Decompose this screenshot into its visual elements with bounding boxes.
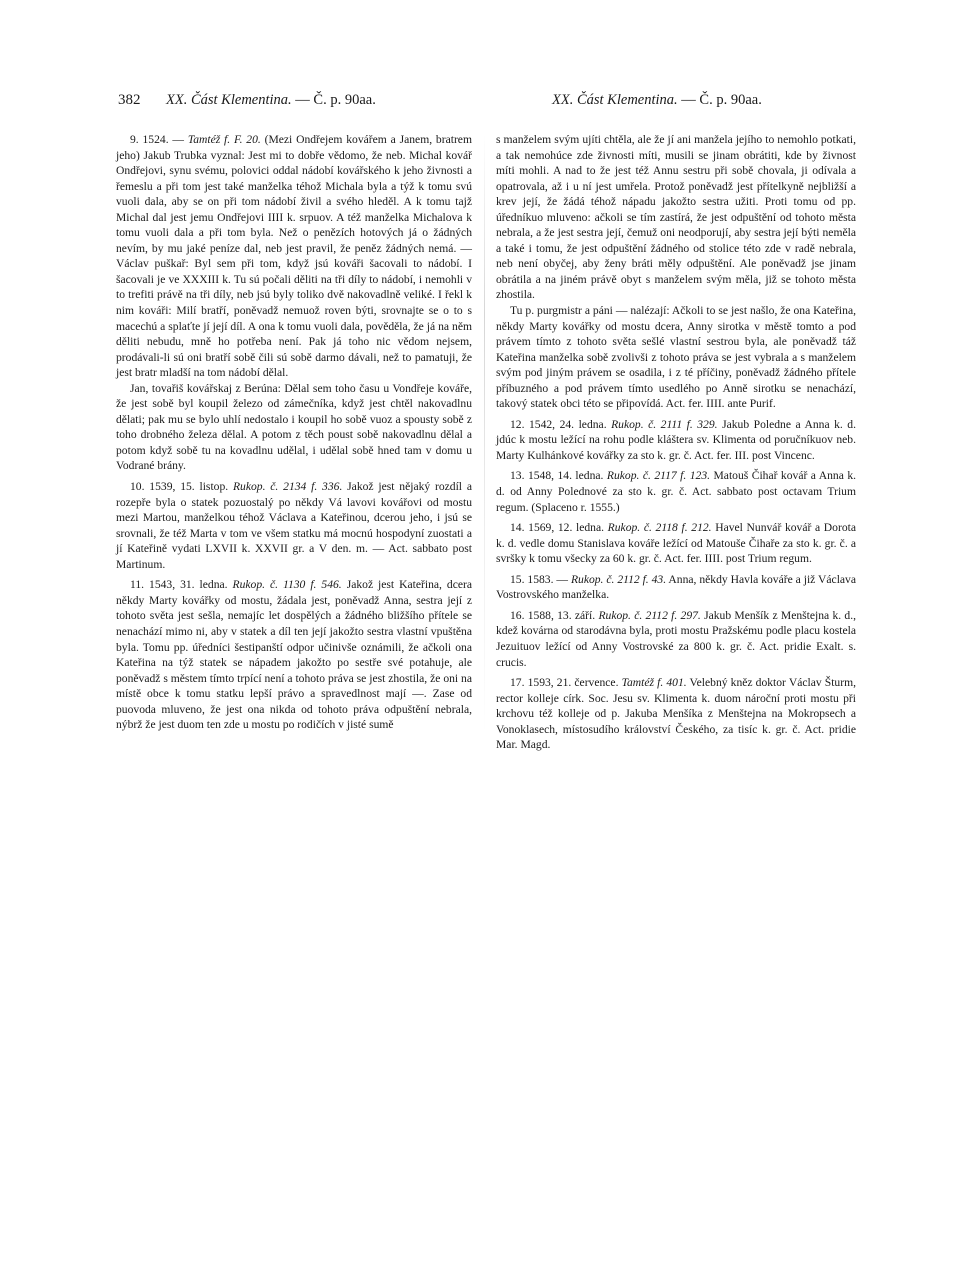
entry-15-source: Rukop. č. 2112 f. 43. bbox=[570, 572, 667, 586]
running-header bbox=[0, 92, 960, 116]
entry-11-head: 11. 1543, 31. ledna. bbox=[130, 578, 233, 592]
entry-17-text: Velebný kněz doktor Václav Šturm, rector kolleje círk. Soc. Jesu sv. Klimenta k. duom nároční proti mostu při krchovu též kolleje od p. Jakuba Menšíka z Menštejna na Mokropsech a Vonoklasech, místosudího království Českého, za tisíc k. gr. č. Act. pridie Mar. Magd. bbox=[496, 676, 856, 752]
entry-10-head: 10. 1539, 15. listop. bbox=[130, 480, 233, 494]
header-left-sep: — bbox=[295, 92, 310, 108]
entry-13 bbox=[496, 468, 856, 515]
entry-16 bbox=[496, 608, 856, 670]
entry-16-source: Rukop. č. 2112 f. 297. bbox=[598, 608, 701, 622]
entry-14 bbox=[496, 520, 856, 567]
entry-14-source: Rukop. č. 2118 f. 212. bbox=[607, 521, 712, 535]
header-left-title: XX. Část Klementina. bbox=[166, 92, 292, 108]
entry-16-text: Jakub Menšík z Menštejna k. d., kdež kovárna od starodávna byla, proti mostu Pražskému podle placu kostela Jezuituov ležící od Anny Vostrovské za 800 k. gr. č. Act. pridie Exalt. s. crucis. bbox=[496, 608, 857, 669]
entry-12-source: Rukop. č. 2111 f. 329. bbox=[611, 417, 718, 431]
entry-16-head: 16. 1588, 13. září. bbox=[510, 608, 599, 622]
entry-17-source: Tamtéž f. 401. bbox=[621, 676, 687, 690]
header-right bbox=[552, 92, 762, 109]
entry-13-head: 13. 1548, 14. ledna. bbox=[510, 469, 607, 483]
entry-11-text: Jakož jest Kateřina, dcera někdy Marty kovářky od mostu, žádala jest, poněvadž Anna, sestra její z tohoto světa jest sešla, nemajíc let dospělých a žádného bližšího přítele se nenachází mimo ni, aby v statek a díl ten její jakožto sestra vlastní vpuštěna byla. Tomu pp. úředníci šestipanští odpor učinivše oznámili, že ačkoli ona Kateřina na týž statek se nápadem jakožto po sestře své potahuje, ale poněvadž s městem tímto trpící není a tohoto práva se jest zhostila, že oni na místě obce k tomu statku lepší právo a spravedlnost mají —. Zase od puovoda mluveno, že jest ona nikda od tohoto práva odpuštění nebrala, nýbrž že jest duom ten zde u mostu po rodičích v jisté sumě bbox=[116, 578, 473, 732]
entry-12 bbox=[496, 417, 856, 464]
entry-9-source: Tamtéž f. F. 20. bbox=[187, 133, 261, 146]
entry-11 bbox=[116, 577, 472, 732]
header-left-ref: Č. p. 90aa. bbox=[313, 92, 376, 108]
header-right-ref: Č. p. 90aa. bbox=[699, 92, 762, 108]
entry-17 bbox=[496, 675, 856, 753]
entry-10 bbox=[116, 479, 472, 572]
header-right-title: XX. Část Klementina. bbox=[552, 92, 678, 108]
entry-17-head: 17. 1593, 21. července. bbox=[510, 676, 622, 690]
entry-10-source: Rukop. č. 2134 f. 336. bbox=[232, 480, 343, 494]
entry-9 bbox=[116, 132, 472, 381]
entry-10-text: Jakož jest nějaký rozdíl a rozepře byla o statek pozuostalý po někdy Vá lavovi kovářovi od mostu mezi Martou, manželkou téhož Václava a Kateřinou, dcerou jeho, i jsú se srovnali, že též Marta v tom ve všem statku má mocnú hospodyní zuostati a jí Kateřině vydati LXVII k. XXVII gr. a V den. m. — Act. sabbato post Martinum. bbox=[116, 480, 472, 571]
entry-15 bbox=[496, 572, 856, 603]
right-column bbox=[496, 132, 856, 753]
entry-11-continued: s manželem svým ujíti chtěla, ale že jí ani manžela jejího to nemohlo potkati, a tak nemohúce zde živnosti míti, musili se jinam obrátiti, kde by živnost míti mohli. A nad to že jest též Annu sestru při sobě chovala, ji odívala a opatrovala, až i u ní jest umřela. Protož poněvadž jest přítelkyně nejbližší a krev její, že žádá téhož nápadu jakožto sestra užiti. Proti tomu od pp. úředníkuo mluveno: ačkoli se tím zastírá, že jest odpuštění od tohoto města nebrala, a že jest sestra její, čemuž oni neodporují, aby sestra její býti neměla a také i tomu, že jest odpuštění žádného od stolice této zde v radě nebrala, neb není obyčej, aby ženy bráti měly odpuštění. Ale poněvadž jse jinam obrátila a na jiném právě obyt s manželem svým měla, již se tohoto města zhostila. bbox=[496, 133, 856, 302]
entry-9-text: (Mezi Ondřejem kovářem a Janem, bratrem jeho) Jakub Trubka vyznal: Jest mi to dobře vědomo, že neb. Michal kovář Ondřejovi, synu svému, polovici oddal nádobí kovářského k jeho živnosti a řemeslu a při tom jest také manželka téhož Michala byla a týž k tomu svú vuoli dala, aby se on při tom nádobí živil a svého hleděl. A k tomu tajž Michal dal jest jemu Ondřejovi IIII k. srpuov. A též manželka Michalova k tomu vuoli dala a při tom byla. Než o penězích hotových já o žádných nevím, by mu jaké peníze dal, neb jest pravil, že peněz žádných nemá. — Václav puškař: Byl sem při tom, když jsú kováři šacovali to nádobí. I šacovali je ve XXXIII k. Tu sú počali děliti na tři díly to nádobí, i nemohli v to trefiti právě na tři díly, neb jsú byly toliko dvě nakovadlně veliké. I řekl k nim kováři: Milí bratří, poněvadž nemuož roven býti, srovnajte se o to s macechú a splaťte jí její díl. A ona k tomu vuoli dala, pověděla, že já na něm děliti nebudu, mně ho potřeba není. Pak já toho nic vědom nejsem, prodávali-li sú oni bratří sobě čili sú sobě darmo dávali, než to pamatuji, že jest bratr mladší na tom nádobí dělal. bbox=[116, 133, 472, 380]
left-column bbox=[116, 132, 472, 733]
entry-12-head: 12. 1542, 24. ledna. bbox=[510, 417, 612, 431]
entry-9-head: 9. 1524. — bbox=[130, 133, 188, 146]
entry-11-verdict: Tu p. purgmistr a páni — nalézají: Ačkoli to se jest našlo, že ona Kateřina, někdy Marty kovářky od mostu dcera, Anny sirotka v městě tomto a pod právem tímto z tohoto světa sešlé vlastní sestrou byla, ale poněvadž táž Kateřina manželka sobě zvolivši z tohoto práva se jest vybrala a s manželem svým pod jiným právem se osadila, i z té příčiny, poněvadž žádného přítele příbuzného a pod právem tímto usedlého po Anně sirotku se nenachází, takový statek obci této se připovídá. Act. fer. IIII. ante Purif. bbox=[496, 304, 856, 411]
column-divider bbox=[484, 134, 485, 734]
entry-9-paragraph-2: Jan, tovařiš kovářskaj z Berúna: Dělal sem toho času u Vondřeje kováře, že jest sobě byl koupil železo od zámečníka, když jest chtěl nakovadlnu dělati; pak mu se bylo uhlí nedostalo i koupil ho sobě vuoz a spousty sobě z toho drobného železa dělal. A potom z těch poust sobě nakovadlnu dělal a potom když sobě tu na kovadlnu udělal, i udělal sobě hned tam v domu u Vodrané brány. bbox=[116, 381, 472, 473]
header-right-sep: — bbox=[681, 92, 696, 108]
entry-15-head: 15. 1583. — bbox=[510, 572, 571, 586]
entry-14-text: Havel Nunvář kovář a Dorota k. d. vedle domu Stanislava kováře ležící od Matouše Čihaře za sto k. gr. č. a svršky k tomu všecky za 60 k. gr. č. Act. fer. IIII. post Trium regum. bbox=[496, 521, 856, 566]
entry-14-head: 14. 1569, 12. ledna. bbox=[510, 521, 608, 535]
header-left bbox=[166, 92, 376, 109]
page-number: 382 bbox=[118, 92, 141, 108]
entry-13-source: Rukop. č. 2117 f. 123. bbox=[606, 469, 711, 483]
entry-11-source: Rukop. č. 1130 f. 546. bbox=[232, 578, 342, 592]
entry-12-text: Jakub Poledne a Anna k. d. jdúc k mostu ležící na rohu podle kláštera sv. Klimenta od poručníkuov neb. Marty Kulhánkové kovářky za sto k. gr. č. Act. fer. III. post Vincenc. bbox=[496, 417, 856, 462]
entry-13-text: Matouš Čihař kovář a Anna k. d. od Anny Polednové za sto k. gr. č. Act. sabbato post octavam Trium regum. (Splaceno r. 1555.) bbox=[496, 469, 857, 514]
entry-15-text: Anna, někdy Havla kováře a již Václava Vostrovského manželka. bbox=[496, 572, 856, 602]
